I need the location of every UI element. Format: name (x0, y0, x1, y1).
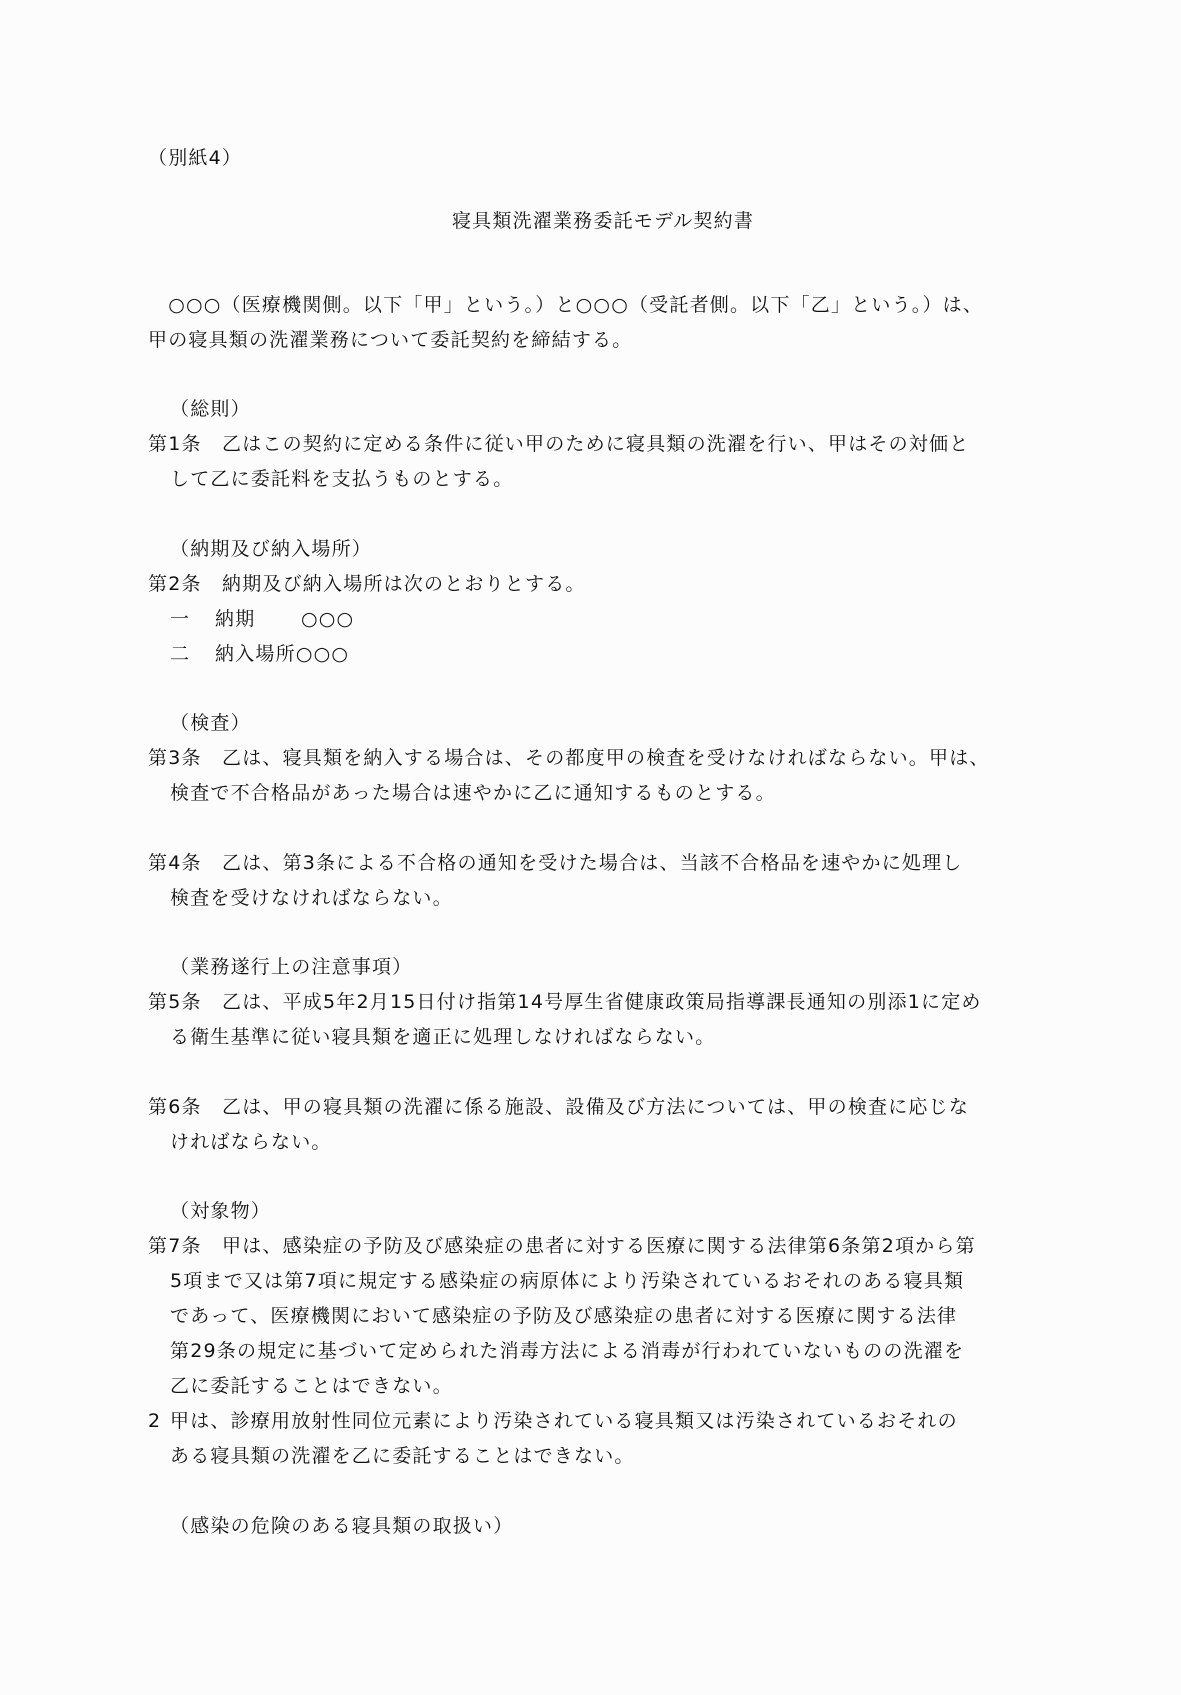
document-title: 寝具類洗濯業務委託モデル契約書 (451, 210, 755, 232)
item-number: 一 (170, 608, 191, 630)
article-7-line-2: 5項まで又は第7項に規定する感染症の病原体により汚染されているおそれのある寝具類 (170, 1270, 965, 1292)
article-7-paragraph-2-line-1 (148, 1409, 958, 1433)
item-value: ○○○ (301, 608, 355, 630)
article-4-line-1 (148, 851, 963, 875)
article-number: 第3条 (148, 747, 202, 769)
article-6-line-1 (148, 1095, 969, 1119)
article-7-paragraph-2-line-2: ある寝具類の洗濯を乙に委託することはできない。 (170, 1445, 635, 1467)
section-heading-inspection: （検査） (170, 712, 251, 734)
article-number: 第1条 (148, 433, 202, 455)
article-number: 第6条 (148, 1096, 202, 1118)
article-number: 第7条 (148, 1235, 202, 1257)
paragraph-text: 甲は、診療用放射性同位元素により汚染されている寝具類又は汚染されているおそれの (170, 1410, 958, 1432)
item-label: 納入場所 (215, 643, 296, 665)
article-number: 第2条 (148, 573, 202, 595)
attachment-label: （別紙4） (148, 147, 243, 169)
article-text: 乙は、寝具類を納入する場合は、その都度甲の検査を受けなければならない。甲は、 (222, 747, 990, 769)
article-text: 乙は、第3条による不合格の通知を受けた場合は、当該不合格品を速やかに処理し (222, 852, 963, 874)
section-heading-general: （総則） (170, 398, 251, 420)
section-heading-target: （対象物） (170, 1200, 272, 1222)
article-2-item-1 (170, 607, 354, 631)
article-7-line-1 (148, 1234, 976, 1258)
article-5-line-1 (148, 990, 982, 1014)
item-label: 納期 (215, 608, 256, 630)
article-6-line-2: ければならない。 (170, 1131, 332, 1153)
article-5-line-2: る衛生基準に従い寝具類を適正に処理しなければならない。 (170, 1026, 716, 1048)
article-3-line-1 (148, 746, 990, 770)
article-number: 第5条 (148, 991, 202, 1013)
article-7-line-4: 第29条の規定に基づいて定められた消毒方法による消毒が行われていないものの洗濯を (170, 1340, 965, 1362)
article-text: 乙は、平成5年2月15日付け指第14号厚生省健康政策局指導課長通知の別添1に定め (222, 991, 982, 1013)
article-3-line-2: 検査で不合格品があった場合は速やかに乙に通知するものとする。 (170, 782, 776, 804)
article-2-line-1 (148, 572, 586, 596)
item-value: ○○○ (295, 643, 350, 665)
item-number: 二 (170, 643, 191, 665)
article-number: 第4条 (148, 852, 202, 874)
article-7-line-3: であって、医療機関において感染症の予防及び感染症の患者に対する医療に関する法律 (170, 1305, 958, 1327)
paragraph-number: 2 (148, 1410, 162, 1432)
article-1-line-1 (148, 432, 969, 456)
section-heading-infectious-handling: （感染の危険のある寝具類の取扱い） (170, 1515, 514, 1537)
article-text: 乙は、甲の寝具類の洗濯に係る施設、設備及び方法については、甲の検査に応じな (222, 1096, 970, 1118)
article-7-line-5: 乙に委託することはできない。 (170, 1375, 453, 1397)
article-text: 甲は、感染症の予防及び感染症の患者に対する医療に関する法律第6条第2項から第 (222, 1235, 976, 1257)
article-1-line-2: して乙に委託料を支払うものとする。 (170, 468, 514, 490)
article-text: 納期及び納入場所は次のとおりとする。 (222, 573, 586, 595)
article-4-line-2: 検査を受けなければならない。 (170, 887, 453, 909)
preamble-line-1: ○○○（医療機関側。以下「甲」という。）と○○○（受託者側。以下「乙」という。）は、 (148, 294, 984, 316)
section-heading-precautions: （業務遂行上の注意事項） (170, 956, 413, 978)
section-heading-delivery: （納期及び納入場所） (170, 538, 373, 560)
article-text: 乙はこの契約に定める条件に従い甲のために寝具類の洗濯を行い、甲はその対価と (222, 433, 970, 455)
preamble-line-2: 甲の寝具類の洗濯業務について委託契約を締結する。 (148, 329, 633, 351)
article-2-item-2 (170, 642, 349, 666)
